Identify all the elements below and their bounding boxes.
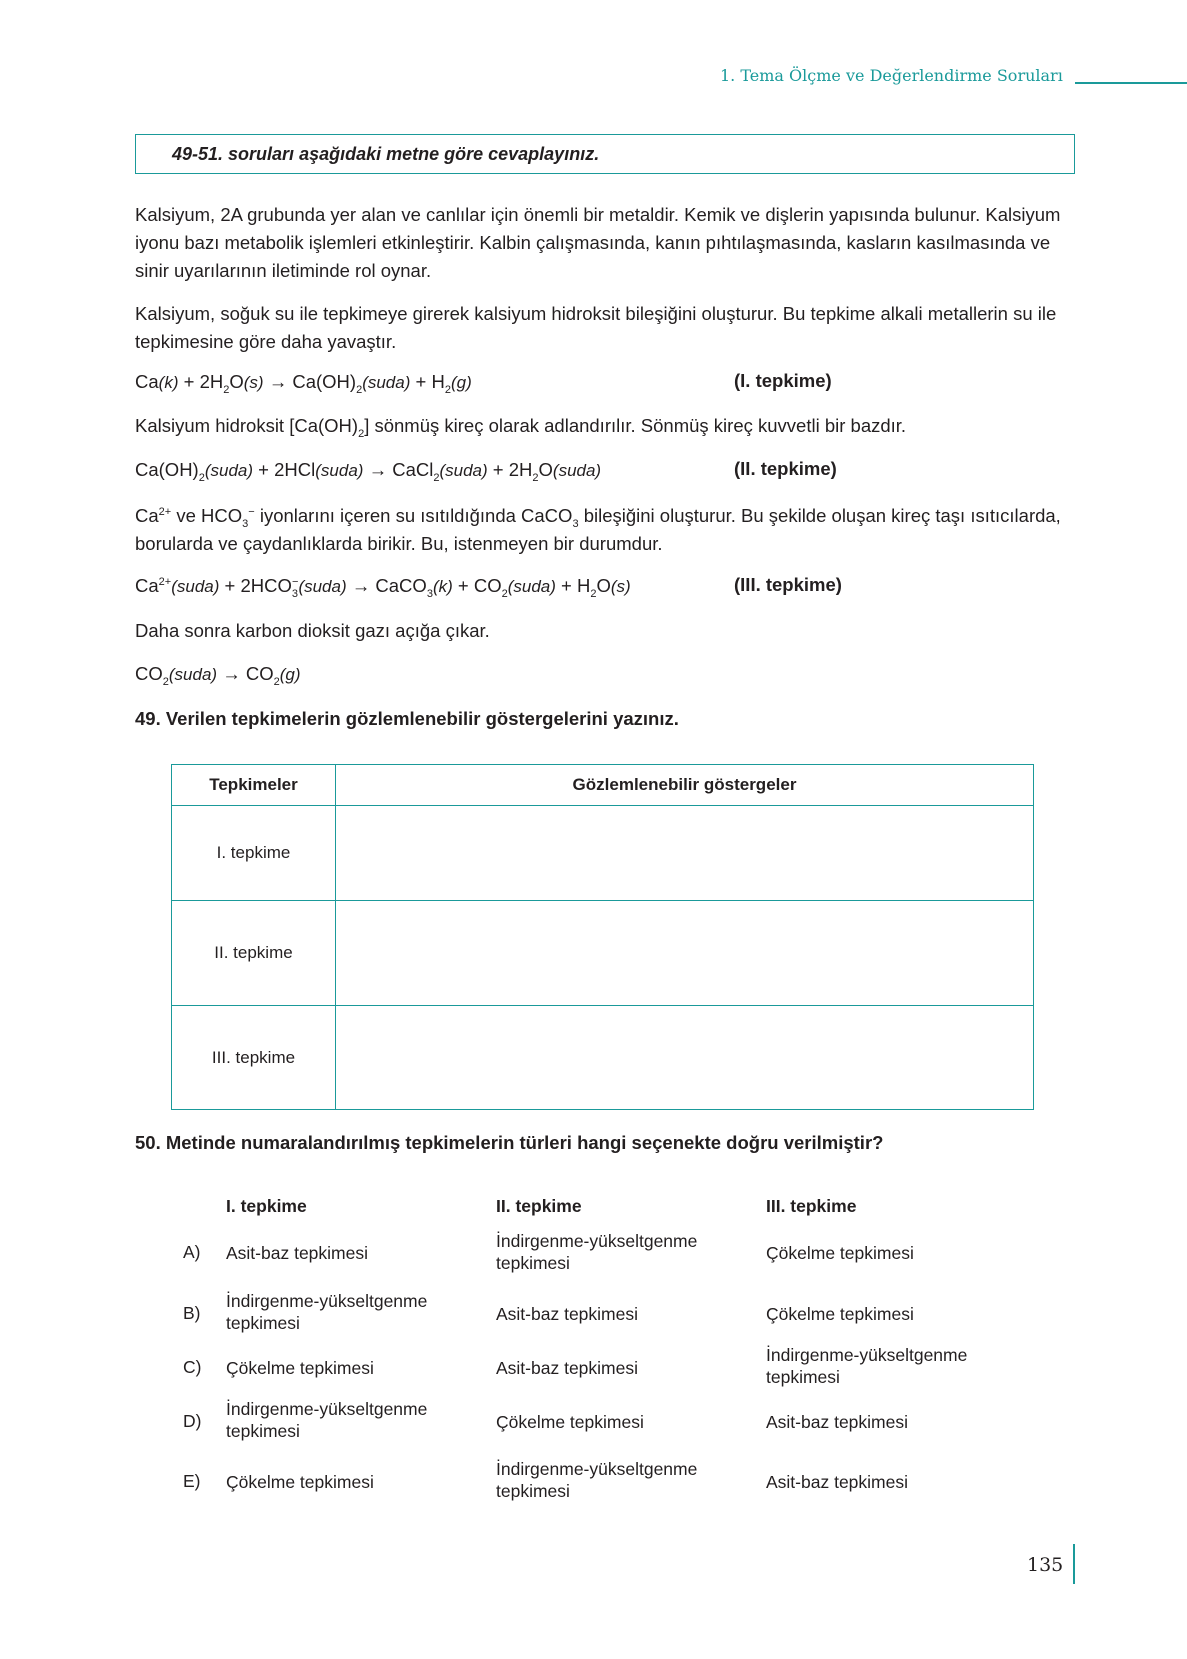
p4-text-1: ve HCO bbox=[171, 505, 243, 526]
equation-4: $CO_2(suda) \to CO_2(g)$ bbox=[135, 663, 301, 688]
option-letter-b[interactable]: B) bbox=[183, 1303, 201, 1323]
option-d-cell-3: Asit-baz tepkimesi bbox=[766, 1412, 908, 1432]
option-letter-e[interactable]: E) bbox=[183, 1471, 201, 1491]
paragraph-3-text-b: ] sönmüş kireç olarak adlandırılır. Sönmüş kireç kuvvetli bir bazdır. bbox=[364, 415, 907, 436]
option-b-cell-2: Asit-baz tepkimesi bbox=[496, 1304, 638, 1324]
options-header-3: III. tepkime bbox=[766, 1196, 857, 1216]
p4-text-2: iyonlarını içeren su ısıtıldığında CaCO bbox=[254, 505, 573, 526]
observation-table bbox=[171, 764, 1034, 1110]
answer-cell[interactable] bbox=[336, 806, 1034, 901]
equation-3: $Ca^{2+}(suda)$ + $2HCO_3^-(suda)$ → CaCO$_3$(k) + $CO_2(suda) + H_2O(s)$ bbox=[135, 575, 631, 600]
p4-ca-charge: 2+ bbox=[158, 506, 172, 518]
paragraph-2: Kalsiyum, soğuk su ile tepkimeye girerek kalsiyum hidroksit bileşiğini oluşturur. Bu tepkime alkali metallerin su ile tepkimesine göre daha yavaştır. bbox=[135, 303, 1057, 352]
p4-text-3: bileşiğini oluşturur. Bu şekilde oluşan kireç taşı ısıtıcılarda, borularda ve çaydanlıklarda birikir. Bu, istenmeyen bir durumdur. bbox=[135, 505, 1061, 554]
header-rule bbox=[1075, 82, 1187, 84]
table-header-reactions: Tepkimeler bbox=[172, 765, 336, 806]
paragraph-5: Daha sonra karbon dioksit gazı açığa çıkar. bbox=[135, 620, 490, 641]
option-b-cell-3: Çökelme tepkimesi bbox=[766, 1304, 914, 1324]
p4-hco-charge: − bbox=[248, 506, 255, 518]
option-c-cell-2: Asit-baz tepkimesi bbox=[496, 1358, 638, 1378]
option-c-cell-3: İndirgenme-yükseltgenme tepkimesi bbox=[766, 1345, 968, 1387]
paragraph-4 bbox=[135, 502, 1080, 558]
option-c-cell-1: Çökelme tepkimesi bbox=[226, 1358, 374, 1378]
equation-3-label: (III. tepkime) bbox=[734, 574, 842, 595]
equation-1: $Ca(k) + 2H_2O(s)$ → $Ca(OH)_2(suda) + H_2(g)$ bbox=[135, 371, 472, 396]
running-header: 1. Tema Ölçme ve Değerlendirme Soruları bbox=[720, 66, 1063, 85]
equation-2: $Ca(OH)_2(suda)$ + 2HCl(suda) → CaCl$_2$(suda) + $2H_2O(suda)$ bbox=[135, 459, 602, 484]
question-50: 50. Metinde numaralandırılmış tepkimelerin türleri hangi seçenekte doğru verilmiştir? bbox=[135, 1132, 884, 1153]
option-letter-d[interactable]: D) bbox=[183, 1411, 202, 1431]
instruction-box bbox=[135, 134, 1075, 174]
table-header-indicators: Gözlemlenebilir göstergeler bbox=[336, 765, 1034, 806]
page-number-rule bbox=[1073, 1544, 1075, 1584]
answer-cell[interactable] bbox=[336, 901, 1034, 1006]
options-header-2: II. tepkime bbox=[496, 1196, 582, 1216]
option-e-cell-2: İndirgenme-yükseltgenme tepkimesi bbox=[496, 1459, 698, 1501]
paragraph-3 bbox=[135, 412, 1080, 440]
paragraph-3-subscript: 2 bbox=[358, 428, 365, 440]
p4-hco-subscript: 3 bbox=[242, 518, 249, 530]
equation-1-label: (I. tepkime) bbox=[734, 370, 832, 391]
option-d-cell-2: Çökelme tepkimesi bbox=[496, 1412, 644, 1432]
table-row-label: I. tepkime bbox=[172, 806, 336, 901]
table-row-label: II. tepkime bbox=[172, 901, 336, 1006]
option-letter-a[interactable]: A) bbox=[183, 1242, 201, 1262]
option-a-cell-3: Çökelme tepkimesi bbox=[766, 1243, 914, 1263]
option-b-cell-1: İndirgenme-yükseltgenme tepkimesi bbox=[226, 1291, 428, 1333]
option-letter-c[interactable]: C) bbox=[183, 1357, 202, 1377]
paragraph-1: Kalsiyum, 2A grubunda yer alan ve canlılar için önemli bir metaldir. Kemik ve dişlerin yapısında bulunur. Kalsiyum iyonu bazı metabolik işlemleri etkinleştirir. Kalbin çalışmasında, kanın pıhtılaşmasında, kasların kasılmasında ve sinir uyarılarının iletiminde rol oynar. bbox=[135, 204, 1061, 281]
p4-caco-subscript: 3 bbox=[572, 518, 579, 530]
page-number: 135 bbox=[1027, 1554, 1064, 1576]
option-a-cell-2: İndirgenme-yükseltgenme tepkimesi bbox=[496, 1231, 698, 1273]
equation-2-label: (II. tepkime) bbox=[734, 458, 837, 479]
option-e-cell-1: Çökelme tepkimesi bbox=[226, 1472, 374, 1492]
p4-ca: Ca bbox=[135, 505, 159, 526]
question-49: 49. Verilen tepkimelerin gözlemlenebilir göstergelerini yazınız. bbox=[135, 708, 679, 729]
table-row-label: III. tepkime bbox=[172, 1006, 336, 1110]
answer-cell[interactable] bbox=[336, 1006, 1034, 1110]
instruction-text: 49-51. soruları aşağıdaki metne göre cevaplayınız. bbox=[172, 144, 600, 164]
option-d-cell-1: İndirgenme-yükseltgenme tepkimesi bbox=[226, 1399, 428, 1441]
option-a-cell-1: Asit-baz tepkimesi bbox=[226, 1243, 368, 1263]
paragraph-3-text-a: Kalsiyum hidroksit [Ca(OH) bbox=[135, 415, 359, 436]
options-header-1: I. tepkime bbox=[226, 1196, 307, 1216]
option-e-cell-3: Asit-baz tepkimesi bbox=[766, 1472, 908, 1492]
